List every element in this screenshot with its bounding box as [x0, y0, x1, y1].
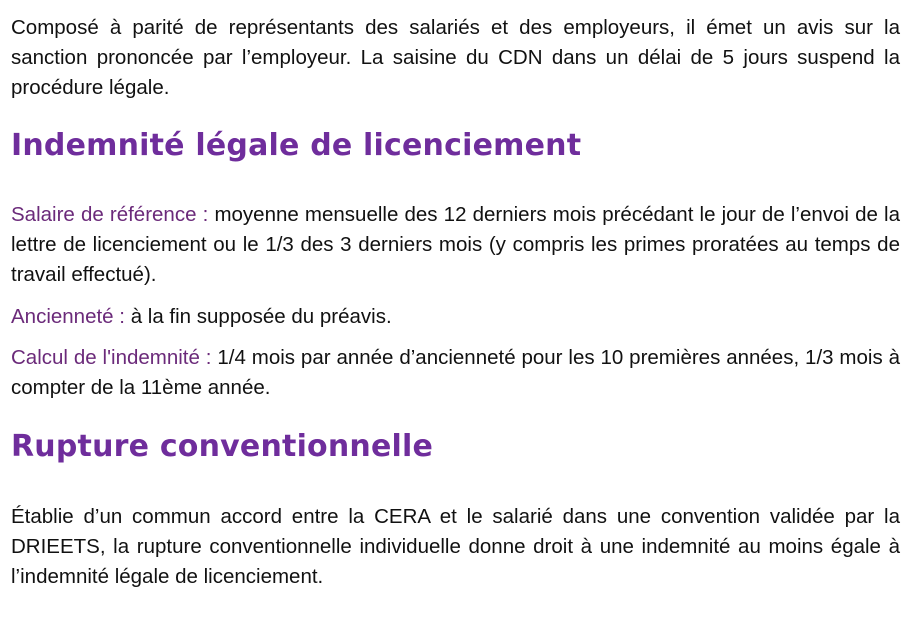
term-calcul-indemnite: Calcul de l'indemnité	[11, 346, 200, 369]
intro-paragraph: Composé à parité de représentants des salariés et des employeurs, il émet un avis sur la sanction prononcée par l’employeur. La saisine du CDN dans un délai de 5 jours suspend la procédure légale.	[11, 16, 900, 99]
paragraph-rupture-conventionnelle: Établie d’un commun accord entre la CERA et le salarié dans une convention validée par la DRIEETS, la rupture conventionnelle individuelle donne droit à une indemnité au moins égale à l’indemnité légale de licenciement.	[11, 505, 900, 588]
text-salaire-reference: moyenne mensuelle des 12 derniers mois précédant le jour de l’envoi de la lettre de licenciement ou le 1/3 des 3 derniers mois (y compris les primes proratées au temps de travail effectué).	[11, 203, 900, 286]
text-anciennete: à la fin supposée du préavis.	[130, 305, 392, 328]
heading-indemnite-legale: Indemnité légale de licenciement	[11, 128, 582, 163]
heading-rupture-conventionnelle: Rupture conventionnelle	[11, 429, 434, 464]
separator-salaire: :	[196, 203, 215, 226]
separator-anciennete: :	[113, 305, 131, 328]
term-salaire-reference: Salaire de référence	[11, 203, 197, 226]
term-anciennete: Ancienneté	[11, 305, 114, 328]
paragraph-anciennete	[11, 302, 900, 332]
paragraph-calcul-indemnite	[11, 343, 900, 403]
separator-calcul: :	[199, 346, 218, 369]
paragraph-salaire-reference	[11, 200, 900, 290]
text-calcul-indemnite: 1/4 mois par année d’ancienneté pour les 10 premières années, 1/3 mois à compter de la 11ème année.	[11, 346, 900, 399]
